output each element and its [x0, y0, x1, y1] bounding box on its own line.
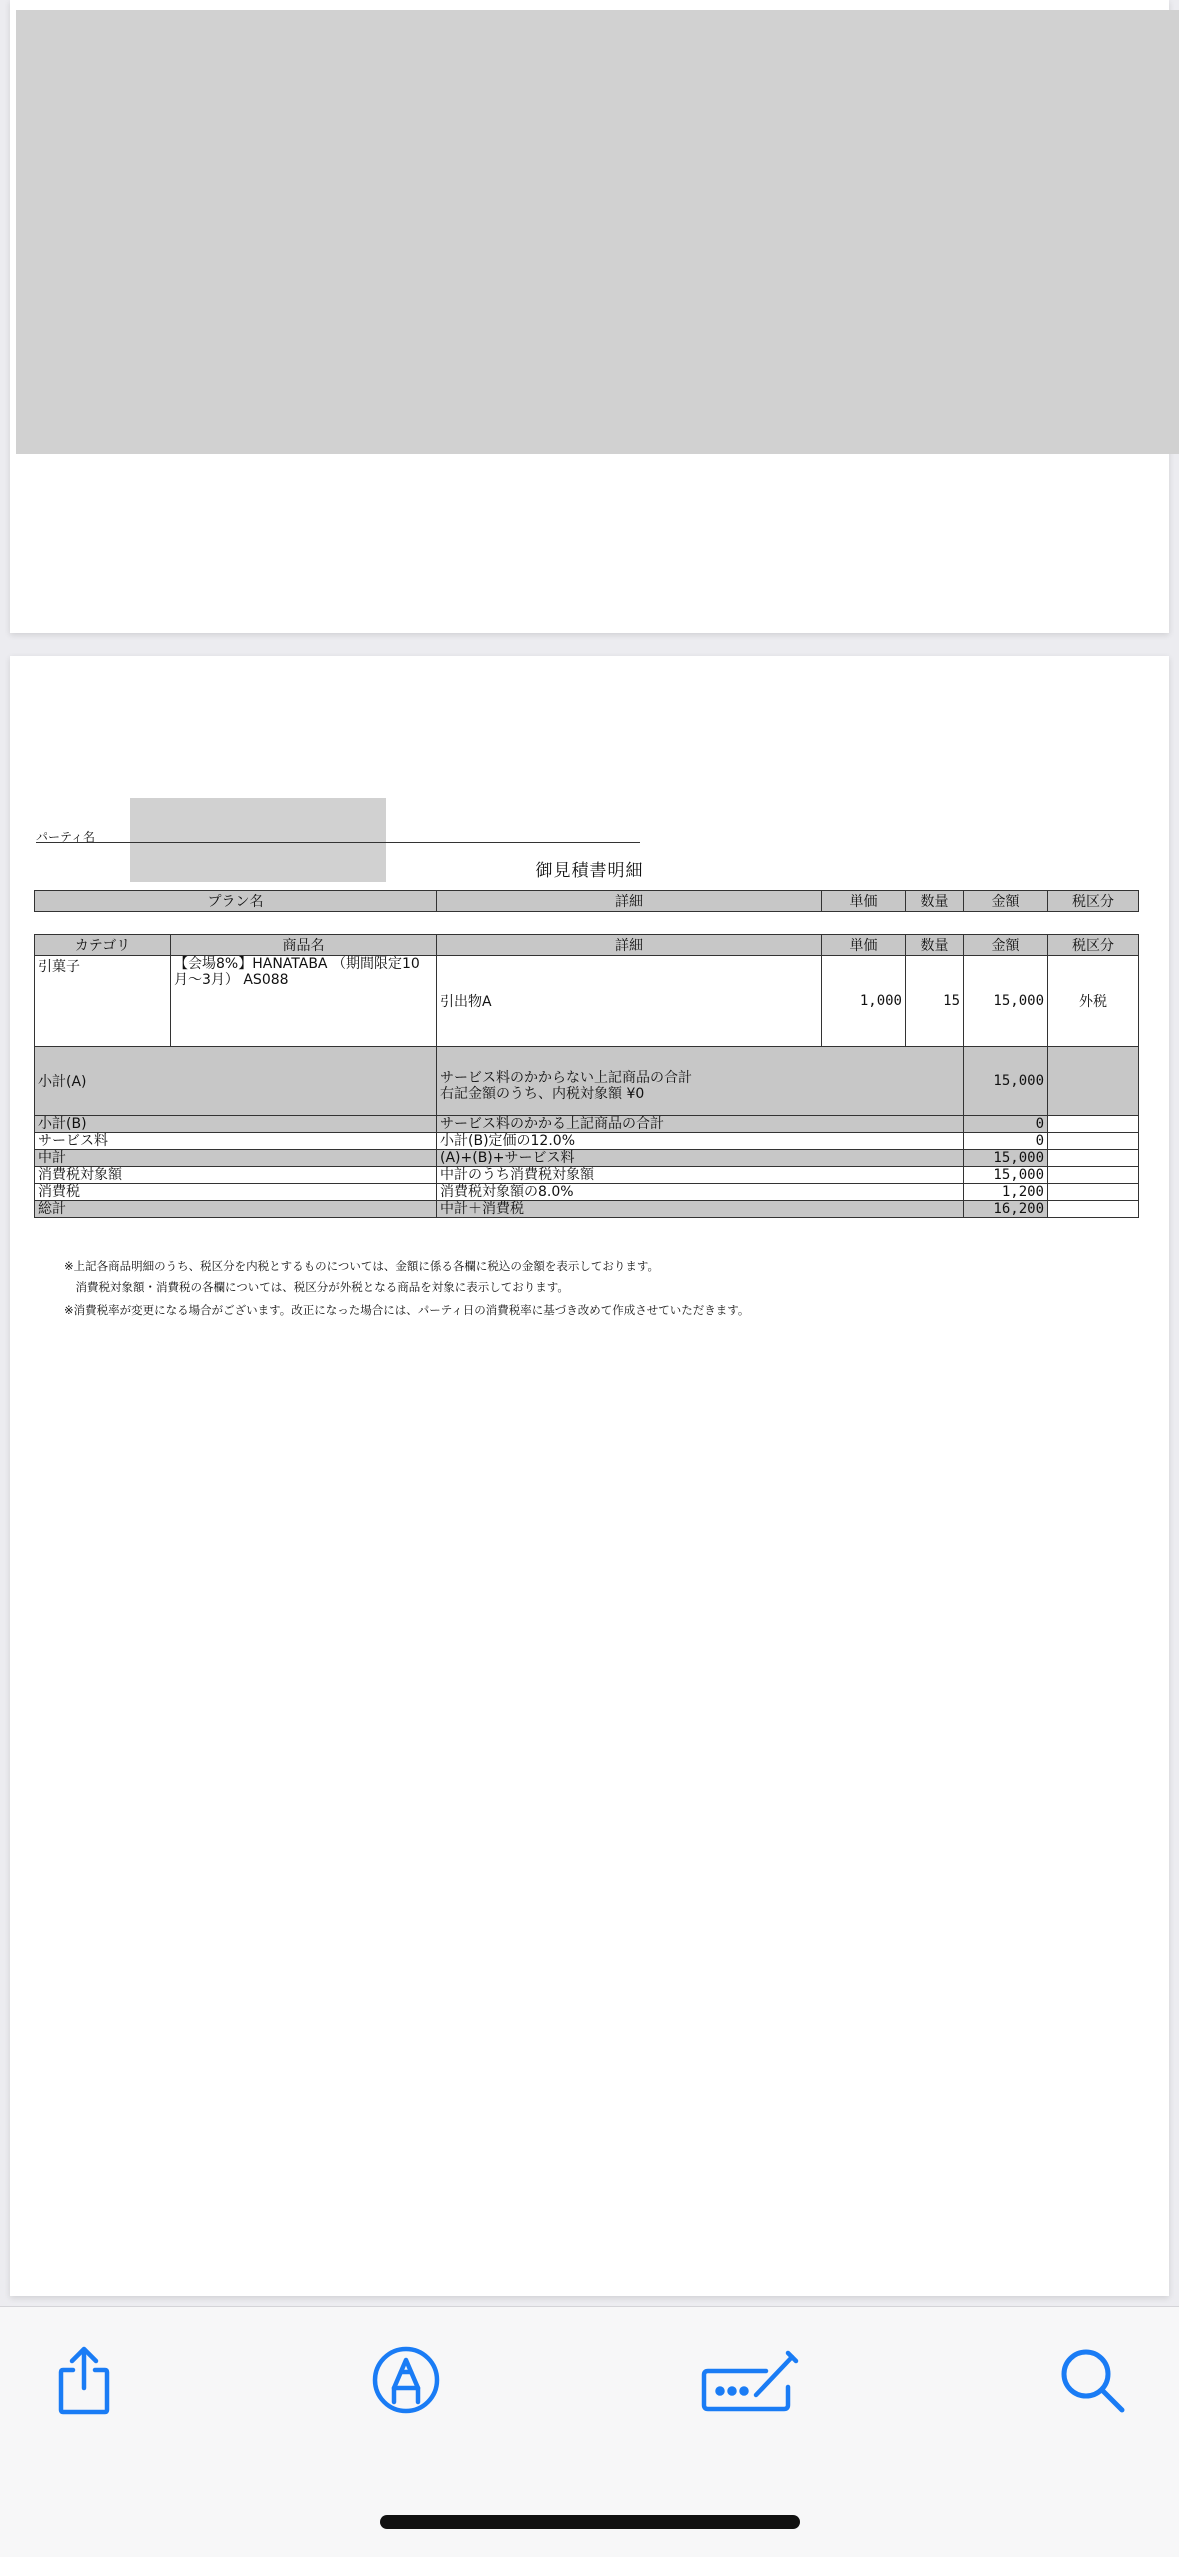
items-header-qty: 数量 — [906, 935, 964, 956]
subtotal-a-row — [35, 1047, 1139, 1116]
summary-detail: 消費税対象額の8.0% — [437, 1184, 964, 1201]
summary-tax-type — [1048, 1201, 1139, 1218]
item-category: 引菓子 — [35, 956, 171, 1047]
summary-detail: 中計＋消費税 — [437, 1201, 964, 1218]
summary-amount: 15,000 — [964, 1150, 1048, 1167]
summary-tax-type — [1048, 1167, 1139, 1184]
party-name-label: パーティ名 — [36, 830, 96, 844]
summary-detail: 中計のうち消費税対象額 — [437, 1167, 964, 1184]
signature-icon — [700, 2347, 800, 2413]
party-name-underline — [36, 842, 640, 843]
table-row — [35, 956, 1139, 1047]
item-amount: 15,000 — [964, 956, 1048, 1047]
summary-detail: (A)+(B)+サービス料 — [437, 1150, 964, 1167]
table-row — [35, 1150, 1139, 1167]
share-button[interactable] — [44, 2340, 124, 2420]
summary-amount: 15,000 — [964, 1167, 1048, 1184]
summary-tax-type — [1048, 1116, 1139, 1133]
redacted-header-area — [700, 16, 1169, 188]
summary-label: サービス料 — [35, 1133, 437, 1150]
signature-button[interactable] — [700, 2340, 800, 2420]
summary-label: 消費税 — [35, 1184, 437, 1201]
home-indicator[interactable] — [380, 2515, 800, 2529]
items-header-unit-price: 単価 — [822, 935, 906, 956]
search-button[interactable] — [1052, 2340, 1132, 2420]
note-line: ※消費税率が変更になる場合がございます。改正になった場合には、パーティ日の消費税率に基づき改めて作成させていただきます。 — [64, 1303, 750, 1317]
table-row — [35, 1201, 1139, 1218]
note-line: 消費税対象額・消費税の各欄については、税区分が外税となる商品を対象に表示しております。 — [64, 1280, 569, 1294]
markup-button[interactable] — [366, 2340, 446, 2420]
items-header-product: 商品名 — [171, 935, 437, 956]
plan-table — [34, 890, 1139, 912]
notes — [64, 1256, 749, 1321]
item-product: 【会場8%】HANATABA （期間限定10月～3月） AS088 — [171, 956, 437, 1047]
search-icon — [1056, 2344, 1128, 2416]
plan-header-detail: 詳細 — [437, 891, 822, 912]
item-qty: 15 — [906, 956, 964, 1047]
document-title: 御見積書明細 — [535, 861, 644, 881]
summary-tax-type — [1048, 1184, 1139, 1201]
table-row — [35, 1167, 1139, 1184]
subtotal-a-detail — [437, 1047, 964, 1116]
summary-amount: 0 — [964, 1116, 1048, 1133]
plan-header-plan: プラン名 — [35, 891, 437, 912]
markup-icon — [370, 2344, 442, 2416]
subtotal-a-detail-line2: 右記金額のうち、内税対象額 ¥0 — [440, 1086, 645, 1102]
table-row — [35, 1116, 1139, 1133]
plan-header-qty: 数量 — [906, 891, 964, 912]
items-header-tax-type: 税区分 — [1048, 935, 1139, 956]
subtotal-a-detail-line1: サービス料のかからない上記商品の合計 — [440, 1070, 692, 1086]
item-unit-price: 1,000 — [822, 956, 906, 1047]
items-table — [34, 934, 1139, 1218]
summary-tax-type — [1048, 1150, 1139, 1167]
plan-header-amount: 金額 — [964, 891, 1048, 912]
items-header-category: カテゴリ — [35, 935, 171, 956]
summary-amount: 0 — [964, 1133, 1048, 1150]
items-header-detail: 詳細 — [437, 935, 822, 956]
subtotal-a-amount: 15,000 — [964, 1047, 1048, 1116]
item-detail: 引出物A — [437, 956, 822, 1047]
subtotal-a-label: 小計(A) — [35, 1047, 437, 1116]
table-row — [35, 1184, 1139, 1201]
estimate-page — [10, 656, 1169, 2296]
summary-detail: 小計(B)定価の12.0% — [437, 1133, 964, 1150]
table-row — [35, 1133, 1139, 1150]
summary-label: 総計 — [35, 1201, 437, 1218]
summary-label: 小計(B) — [35, 1116, 437, 1133]
summary-tax-type — [1048, 1133, 1139, 1150]
item-tax-type: 外税 — [1048, 956, 1139, 1047]
summary-detail: サービス料のかかる上記商品の合計 — [437, 1116, 964, 1133]
plan-header-tax-type: 税区分 — [1048, 891, 1139, 912]
subtotal-a-tax-type — [1048, 1047, 1139, 1116]
summary-amount: 16,200 — [964, 1201, 1048, 1218]
items-header-amount: 金額 — [964, 935, 1048, 956]
note-line: ※上記各商品明細のうち、税区分を内税とするものについては、金額に係る各欄に税込の金額を表示しております。 — [64, 1259, 659, 1273]
summary-label: 消費税対象額 — [35, 1167, 437, 1184]
summary-amount: 1,200 — [964, 1184, 1048, 1201]
summary-label: 中計 — [35, 1150, 437, 1167]
share-icon — [51, 2344, 117, 2416]
plan-header-unit-price: 単価 — [822, 891, 906, 912]
